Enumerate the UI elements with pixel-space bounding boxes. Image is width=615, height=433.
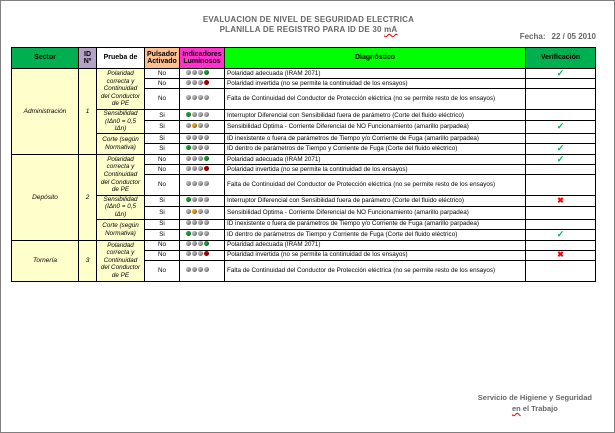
indicator-lights (186, 220, 209, 225)
verificacion-cell (526, 260, 596, 281)
diagnostico-cell: Interruptor Diferencial con Sensibilidad fuera de parámetro (Corte del fluido eléctrico) (225, 195, 526, 206)
indicadores-cell (180, 143, 225, 154)
indicator-light-off-icon (198, 80, 203, 85)
verificacion-cell (526, 79, 596, 89)
prueba-cell: Polaridad correcta y Continuidad del Conductor de PE (97, 154, 145, 195)
pulsador-cell: No (145, 79, 180, 89)
indicator-light-green-icon (186, 112, 191, 117)
indicator-light-off-icon (192, 267, 197, 272)
indicator-light-off-icon (192, 112, 197, 117)
indicator-light-off-icon (198, 181, 203, 186)
diagnostico-cell: Falta de Continuidad del Conductor de Protección eléctrica (no se permite resto de los ensayos) (225, 89, 526, 110)
verificacion-cell (526, 143, 596, 154)
pulsador-cell: No (145, 240, 180, 250)
indicator-light-off-icon (204, 220, 209, 225)
verificacion-cell (526, 174, 596, 195)
prueba-cell: Corte (según Normativa) (97, 219, 145, 240)
prueba-cell: Corte (según Normativa) (97, 133, 145, 154)
checkmark-icon: ✓ (556, 143, 565, 154)
header-pulsador: Pulsador Activado (145, 48, 180, 69)
indicator-light-amber-icon (192, 123, 197, 128)
footer-line2 (478, 403, 592, 414)
indicadores-cell (180, 110, 225, 121)
indicadores-cell (180, 121, 225, 133)
indicator-light-off-icon (204, 231, 209, 236)
date-label: Fecha: (519, 32, 546, 41)
indicator-lights (186, 241, 209, 246)
pulsador-cell: Si (145, 219, 180, 229)
verificacion-cell (526, 229, 596, 240)
verificacion-cell (526, 121, 596, 133)
indicadores-cell (180, 240, 225, 250)
cross-icon: ✖ (557, 196, 564, 206)
subtitle-unit: mA (384, 25, 398, 34)
diagnostico-cell: Polaridad adecuada (IRAM 2071) (225, 240, 526, 250)
registro-table (11, 47, 596, 282)
table-row (12, 133, 596, 143)
indicator-lights (186, 251, 209, 256)
pulsador-cell: Si (145, 207, 180, 219)
diagnostico-cell: Falta de Continuidad del Conductor de Protección eléctrica (no se permite resto de los ensayos) (225, 260, 526, 281)
verificacion-cell (526, 89, 596, 110)
indicator-lights (186, 166, 209, 171)
table-row (12, 154, 596, 164)
pulsador-cell: No (145, 89, 180, 110)
indicator-light-off-icon (204, 181, 209, 186)
pulsador-cell: Si (145, 229, 180, 240)
id-cell: 1 (79, 69, 97, 155)
indicator-light-off-icon (198, 112, 203, 117)
indicator-light-green-icon (204, 70, 209, 75)
indicator-light-off-icon (186, 135, 191, 140)
indicator-light-off-icon (186, 181, 191, 186)
pulsador-cell: No (145, 260, 180, 281)
checkmark-icon: ✓ (556, 228, 565, 239)
indicator-light-red-icon (204, 251, 209, 256)
indicator-light-off-icon (204, 267, 209, 272)
verificacion-cell (526, 250, 596, 260)
indicator-light-off-icon (204, 145, 209, 150)
indicadores-cell (180, 250, 225, 260)
pulsador-cell: Si (145, 195, 180, 206)
indicator-light-off-icon (198, 267, 203, 272)
table-row (12, 195, 596, 206)
indicator-lights (186, 145, 209, 150)
cross-icon: ✖ (557, 250, 564, 260)
table-row (12, 110, 596, 121)
indicator-lights (186, 95, 209, 100)
indicator-light-off-icon (198, 231, 203, 236)
indicadores-cell (180, 154, 225, 164)
indicator-light-off-icon (198, 251, 203, 256)
indicator-light-off-icon (198, 95, 203, 100)
diagnostico-cell: Polaridad adecuada (IRAM 2071) (225, 69, 526, 79)
date-field (514, 32, 596, 41)
indicator-light-off-icon (192, 80, 197, 85)
indicator-light-red-icon (204, 166, 209, 171)
indicadores-cell (180, 164, 225, 174)
header-id: ID Nº (79, 48, 97, 69)
table-row (12, 219, 596, 229)
prueba-cell: Polaridad correcta y Continuidad del Conductor de PE (97, 240, 145, 281)
header-diagnostico: Diagnóstico (225, 48, 526, 69)
indicator-light-off-icon (186, 166, 191, 171)
indicator-lights (186, 135, 209, 140)
pulsador-cell: No (145, 174, 180, 195)
diagnostico-cell: Sensibilidad Optima - Corriente Diferencial de NO Funcionamiento (amarillo parpadea) (225, 207, 526, 219)
indicadores-cell (180, 133, 225, 143)
indicator-light-off-icon (192, 231, 197, 236)
diagnostico-cell: Sensibilidad Optima - Corriente Diferencial de NO Funcionamiento (amarillo parpadea) (225, 121, 526, 133)
pulsador-cell: Si (145, 121, 180, 133)
table-row (12, 240, 596, 250)
indicator-light-off-icon (192, 135, 197, 140)
indicator-light-off-icon (204, 135, 209, 140)
indicator-light-off-icon (198, 197, 203, 202)
pulsador-cell: No (145, 250, 180, 260)
verificacion-cell (526, 207, 596, 219)
diagnostico-cell: ID dentro de parámetros de Tiempo y Corriente de Fuga (Corte del fluido eléctrico) (225, 143, 526, 154)
indicator-lights (186, 231, 209, 236)
indicator-light-red-icon (204, 80, 209, 85)
indicator-lights (186, 181, 209, 186)
verificacion-cell (526, 195, 596, 206)
diagnostico-cell: ID inexistente o fuera de parámetros de Tiempo y/o Corriente de Fuga (amarillo parpadea) (225, 219, 526, 229)
verificacion-cell (526, 110, 596, 121)
pulsador-cell: Si (145, 110, 180, 121)
indicator-light-off-icon (192, 95, 197, 100)
indicator-lights (186, 209, 209, 214)
indicator-light-green-icon (204, 241, 209, 246)
indicator-light-off-icon (198, 241, 203, 246)
indicator-light-off-icon (192, 166, 197, 171)
footer-line2-rest: el Trabajo (520, 404, 558, 413)
verificacion-cell (526, 240, 596, 250)
diagnostico-cell: Polaridad invertida (no se permite la continuidad de los ensayos) (225, 164, 526, 174)
indicator-light-off-icon (186, 209, 191, 214)
indicator-light-off-icon (192, 197, 197, 202)
sector-cell: Administración (12, 69, 79, 155)
diagnostico-cell: ID dentro de parámetros de Tiempo y Corriente de Fuga (Corte del fluido eléctrico) (225, 229, 526, 240)
header-verificacion: Verificación (526, 48, 596, 69)
diagnostico-cell: ID inexistente o fuera de parámetros de Tiempo y/o Corriente de Fuga (amarillo parpadea) (225, 133, 526, 143)
verificacion-cell (526, 219, 596, 229)
date-value: 22 / 05 2010 (551, 32, 596, 41)
verificacion-cell (526, 133, 596, 143)
indicator-lights (186, 80, 209, 85)
sector-cell: Depósito (12, 154, 79, 240)
header-indicadores: Indicadores Luminosos (180, 48, 225, 69)
verificacion-cell (526, 154, 596, 164)
indicator-light-green-icon (186, 197, 191, 202)
indicator-light-off-icon (192, 145, 197, 150)
indicadores-cell (180, 229, 225, 240)
indicator-light-off-icon (198, 70, 203, 75)
table-body (12, 69, 596, 282)
indicator-light-off-icon (198, 220, 203, 225)
document-title: EVALUACION DE NIVEL DE SEGURIDAD ELECTRICA (202, 15, 415, 24)
indicator-lights (186, 156, 209, 161)
pulsador-cell: No (145, 164, 180, 174)
checkmark-icon: ✓ (556, 153, 565, 164)
indicator-light-off-icon (198, 123, 203, 128)
diagnostico-cell: Polaridad adecuada (IRAM 2071) (225, 154, 526, 164)
indicator-lights (186, 267, 209, 272)
diagnostico-cell: Interruptor Diferencial con Sensibilidad fuera de parámetro (Corte del fluido eléctrico) (225, 110, 526, 121)
pulsador-cell: Si (145, 143, 180, 154)
indicator-light-off-icon (186, 251, 191, 256)
footer-signature (478, 392, 592, 414)
indicator-light-off-icon (204, 95, 209, 100)
indicator-light-green-icon (186, 145, 191, 150)
indicator-light-green-icon (204, 156, 209, 161)
indicator-light-off-icon (186, 123, 191, 128)
indicator-light-amber-icon (192, 209, 197, 214)
indicadores-cell (180, 195, 225, 206)
indicator-light-off-icon (186, 80, 191, 85)
indicator-light-off-icon (198, 145, 203, 150)
indicator-lights (186, 197, 209, 202)
checkmark-icon: ✓ (556, 67, 565, 78)
id-cell: 3 (79, 240, 97, 281)
indicator-light-off-icon (204, 197, 209, 202)
indicadores-cell (180, 207, 225, 219)
verificacion-cell (526, 164, 596, 174)
indicator-light-off-icon (192, 70, 197, 75)
header-sector: Sector (12, 48, 79, 69)
indicadores-cell (180, 69, 225, 79)
indicator-lights (186, 70, 209, 75)
sector-cell: Tornería (12, 240, 79, 281)
pulsador-cell: No (145, 154, 180, 164)
indicator-light-off-icon (192, 181, 197, 186)
diagnostico-cell: Polaridad invertida (no se permite la continuidad de los ensayos) (225, 250, 526, 260)
indicadores-cell (180, 260, 225, 281)
id-cell: 2 (79, 154, 97, 240)
indicator-light-off-icon (192, 156, 197, 161)
indicator-light-off-icon (198, 166, 203, 171)
diagnostico-cell: Falta de Continuidad del Conductor de Protección eléctrica (no se permite resto de los ensayos) (225, 174, 526, 195)
indicator-light-off-icon (186, 241, 191, 246)
indicator-light-off-icon (204, 209, 209, 214)
indicator-light-off-icon (186, 267, 191, 272)
indicator-light-green-icon (186, 231, 191, 236)
footer-line1: Servicio de Higiene y Seguridad (477, 393, 592, 402)
indicadores-cell (180, 219, 225, 229)
indicator-light-off-icon (198, 209, 203, 214)
checkmark-icon: ✓ (556, 121, 565, 132)
indicator-light-off-icon (186, 95, 191, 100)
indicadores-cell (180, 89, 225, 110)
indicator-light-off-icon (186, 220, 191, 225)
indicator-light-off-icon (192, 220, 197, 225)
indicator-light-off-icon (192, 241, 197, 246)
prueba-cell: Sensibilidad (IΔn0 = 0,5 IΔn) (97, 195, 145, 219)
indicator-lights (186, 123, 209, 128)
pulsador-cell: Si (145, 133, 180, 143)
indicator-light-off-icon (192, 251, 197, 256)
footer-line2-prefix: en (511, 404, 521, 413)
indicator-light-off-icon (186, 156, 191, 161)
pulsador-cell: No (145, 69, 180, 79)
table-row (12, 69, 596, 79)
prueba-cell: Sensibilidad (IΔn0 = 0,5 IΔn) (97, 110, 145, 134)
indicator-light-off-icon (198, 135, 203, 140)
verificacion-cell (526, 69, 596, 79)
indicadores-cell (180, 79, 225, 89)
prueba-cell: Polaridad correcta y Continuidad del Conductor de PE (97, 69, 145, 110)
indicadores-cell (180, 174, 225, 195)
subtitle-text: PLANILLA DE REGISTRO PARA ID DE 30 (219, 25, 382, 34)
diagnostico-cell: Polaridad invertida (no se permite la continuidad de los ensayos) (225, 79, 526, 89)
indicator-light-off-icon (186, 70, 191, 75)
indicator-light-off-icon (198, 156, 203, 161)
header-row (12, 48, 596, 69)
header-prueba: Prueba de (97, 48, 145, 69)
indicator-light-off-icon (204, 112, 209, 117)
indicator-light-off-icon (204, 123, 209, 128)
indicator-lights (186, 112, 209, 117)
